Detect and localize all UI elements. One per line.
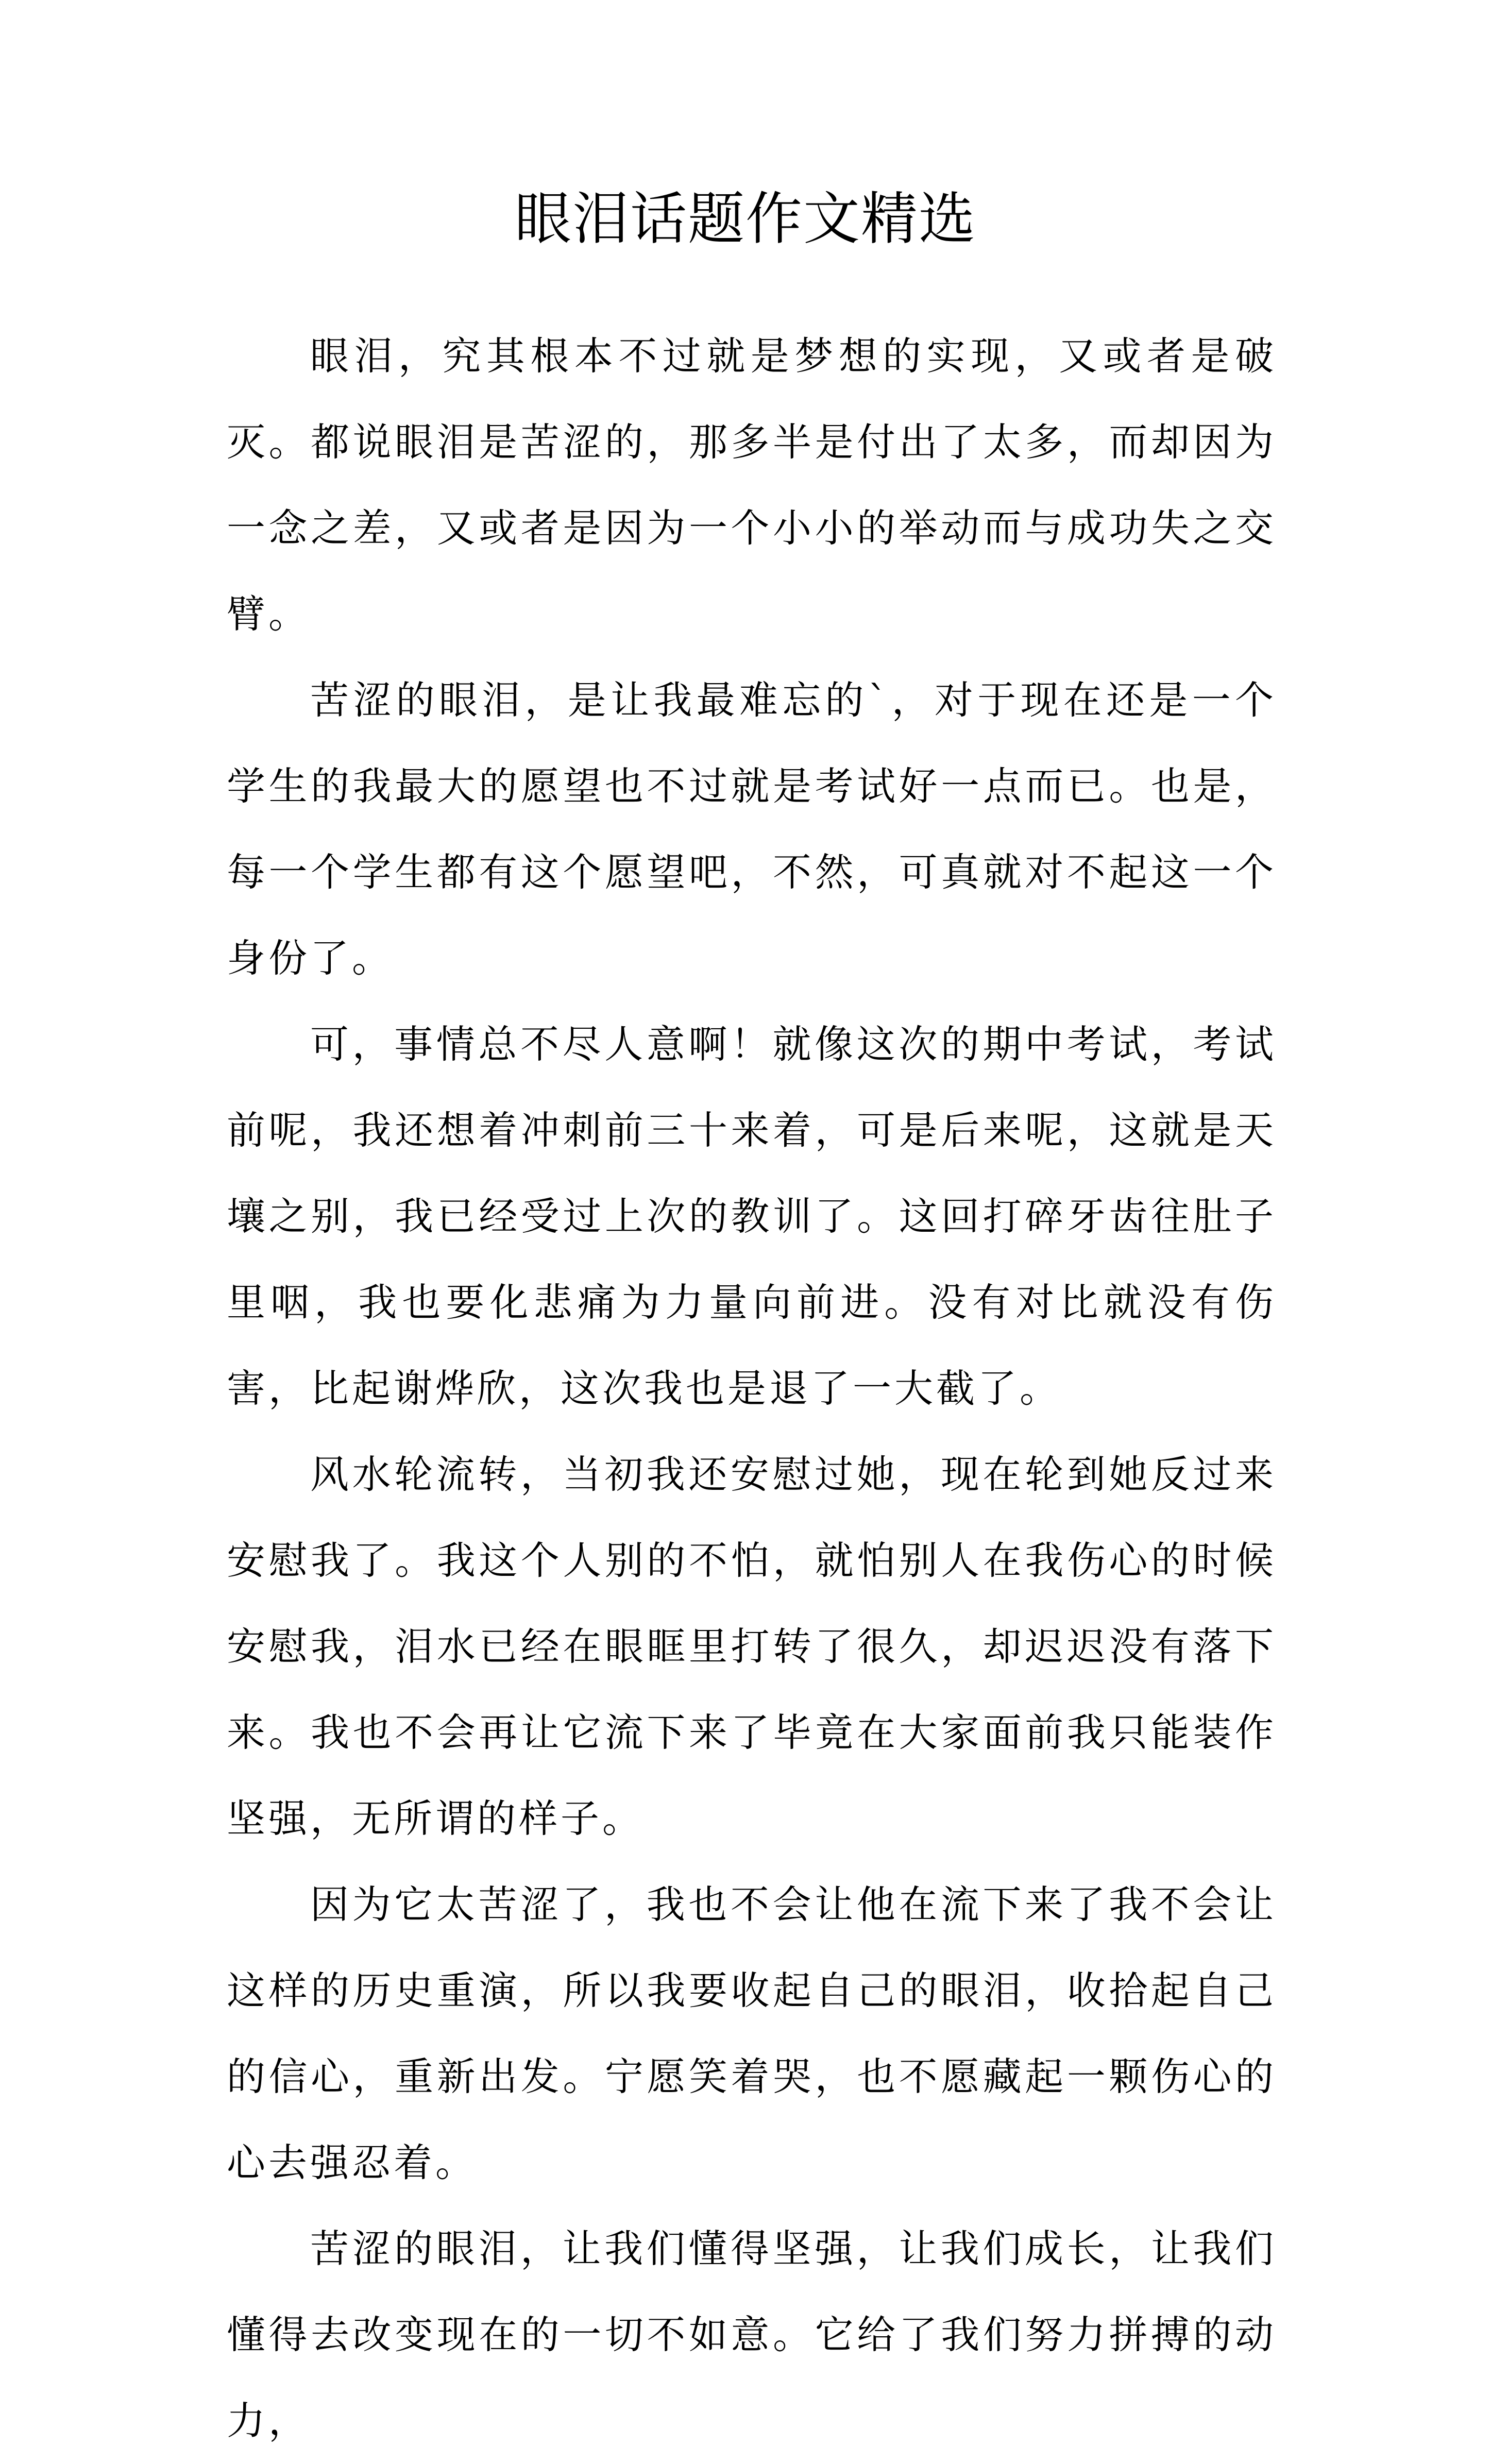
paragraph: 可，事情总不尽人意啊！就像这次的期中考试，考试前呢，我还想着冲刺前三十来着，可是后来呢，这就是天壤之别，我已经受过上次的教训了。这回打碎牙齿往肚子里咽，我也要化悲痛为力量向前进。没有对比就没有伤害，比起谢烨欣，这次我也是退了一大截了。 bbox=[227, 1022, 1277, 1411]
paragraph: 因为它太苦涩了，我也不会让他在流下来了我不会让这样的历史重演，所以我要收起自己的眼泪，收拾起自己的信心，重新出发。宁愿笑着哭，也不愿藏起一颗伤心的心去强忍着。 bbox=[227, 1882, 1277, 2185]
paragraph: 眼泪，究其根本不过就是梦想的实现，又或者是破灭。都说眼泪是苦涩的，那多半是付出了太多，而却因为一念之差，又或者是因为一个小小的举动而与成功失之交臂。 bbox=[227, 333, 1277, 637]
paragraph: 苦涩的眼泪，让我们懂得坚强，让我们成长，让我们懂得去改变现在的一切不如意。它给了我们努力拼搏的动力， bbox=[227, 2226, 1277, 2443]
paragraph: 苦涩的眼泪，是让我最难忘的`，对于现在还是一个学生的我最大的愿望也不过就是考试好一点而已。也是，每一个学生都有这个愿望吧，不然，可真就对不起这一个身份了。 bbox=[227, 677, 1277, 981]
paragraph: 风水轮流转，当初我还安慰过她，现在轮到她反过来安慰我了。我这个人别的不怕，就怕别人在我伤心的时候安慰我，泪水已经在眼眶里打转了很久，却迟迟没有落下来。我也不会再让它流下来了毕竟在大家面前我只能装作坚强，无所谓的样子。 bbox=[227, 1452, 1277, 1841]
document-body bbox=[227, 313, 1277, 2464]
document-title: 眼泪话题作文精选 bbox=[515, 186, 976, 252]
